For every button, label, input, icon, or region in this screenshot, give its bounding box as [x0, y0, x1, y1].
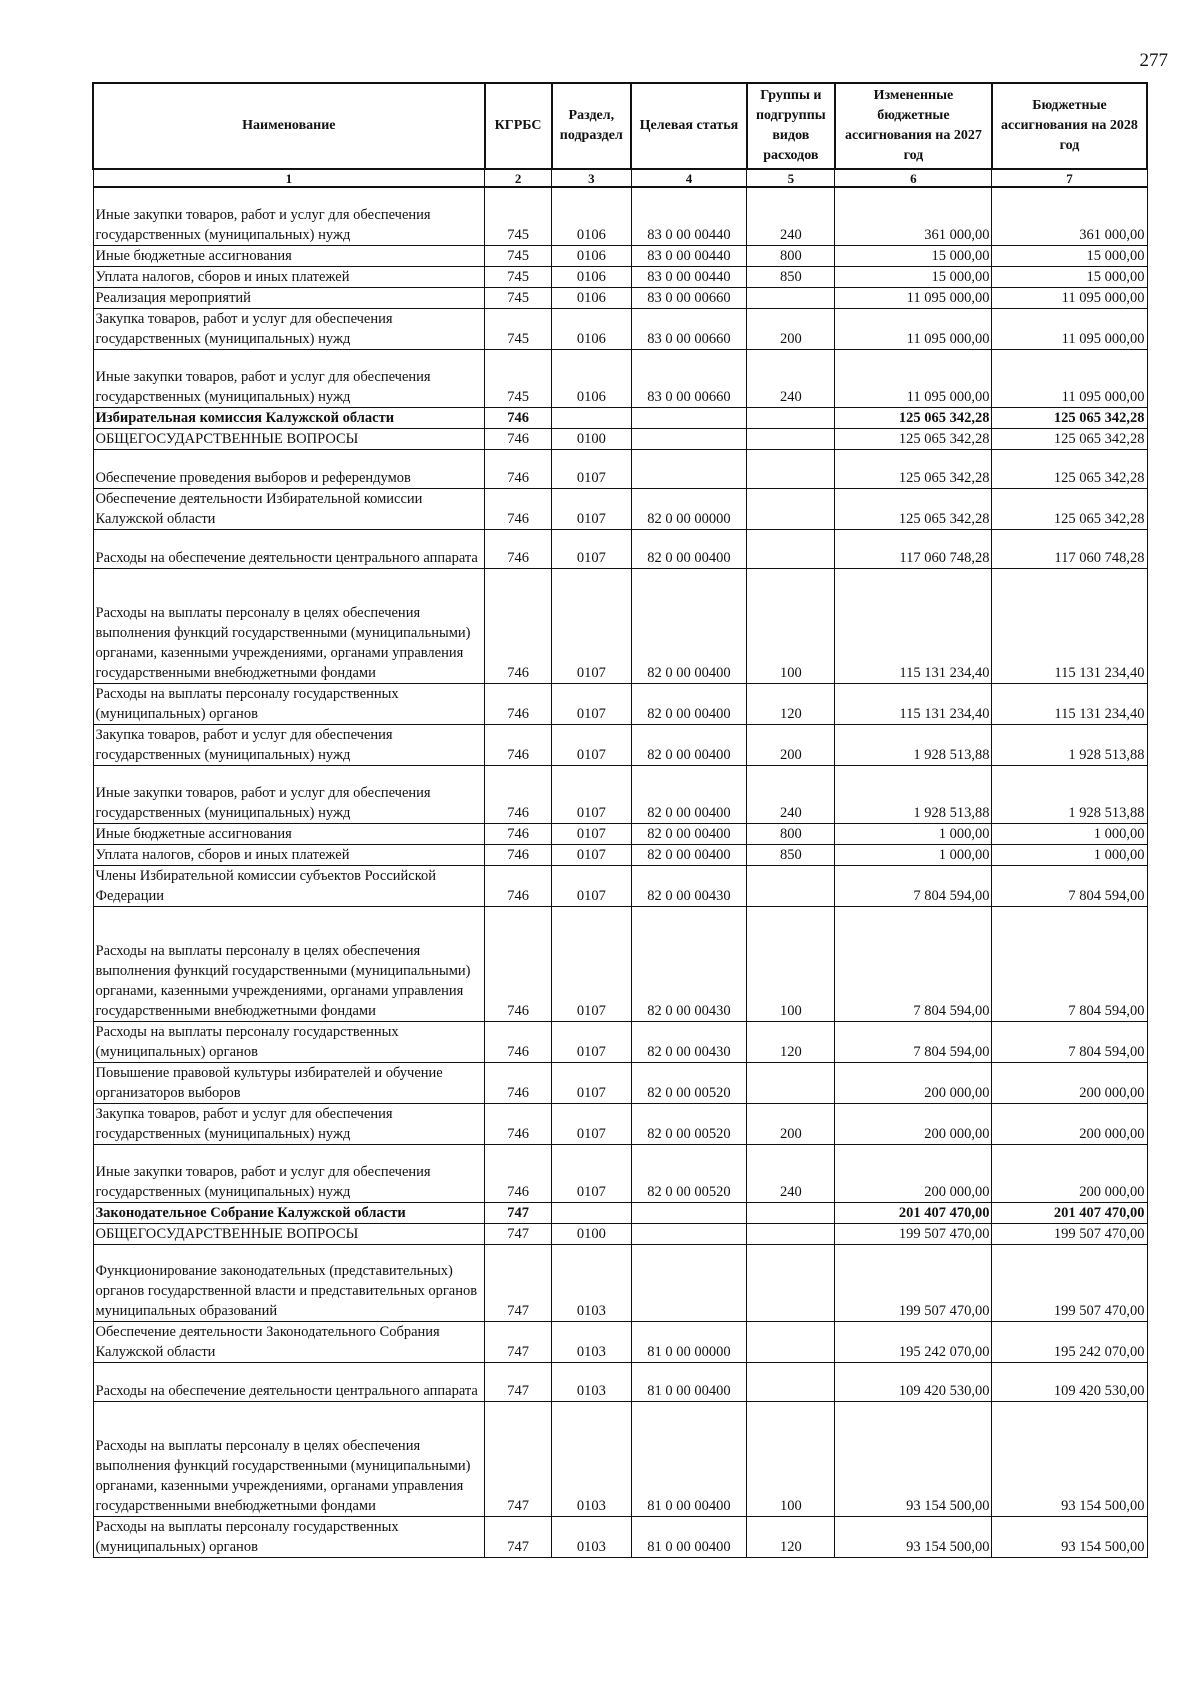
row-expense-type — [747, 288, 835, 309]
row-kgrbs: 746 — [485, 1022, 552, 1063]
table-row — [93, 569, 1147, 684]
row-section: 0107 — [552, 1104, 632, 1145]
row-section: 0100 — [552, 1224, 632, 1245]
column-header-2028: Бюджетные ассигнования на 2028 год — [992, 83, 1147, 169]
row-name: Законодательное Собрание Калужской области — [93, 1203, 485, 1224]
row-amount-2027: 115 131 234,40 — [835, 569, 992, 684]
table-row — [93, 1517, 1147, 1558]
table-row — [93, 1203, 1147, 1224]
table-row — [93, 408, 1147, 429]
row-target-article — [631, 450, 747, 489]
row-amount-2028: 200 000,00 — [992, 1063, 1147, 1104]
column-header-target-article: Целевая статья — [631, 83, 747, 169]
row-amount-2027: 195 242 070,00 — [835, 1322, 992, 1363]
row-amount-2028: 199 507 470,00 — [992, 1224, 1147, 1245]
row-expense-type — [747, 530, 835, 569]
table-row — [93, 489, 1147, 530]
table-row — [93, 1402, 1147, 1517]
row-amount-2028: 109 420 530,00 — [992, 1363, 1147, 1402]
row-name: Иные бюджетные ассигнования — [93, 824, 485, 845]
row-amount-2027: 7 804 594,00 — [835, 866, 992, 907]
row-expense-type: 850 — [747, 845, 835, 866]
row-expense-type: 800 — [747, 246, 835, 267]
row-target-article: 83 0 00 00660 — [631, 309, 747, 350]
row-kgrbs: 746 — [485, 1104, 552, 1145]
row-expense-type — [747, 429, 835, 450]
row-amount-2028: 201 407 470,00 — [992, 1203, 1147, 1224]
table-row — [93, 1063, 1147, 1104]
row-amount-2028: 117 060 748,28 — [992, 530, 1147, 569]
row-expense-type — [747, 1224, 835, 1245]
table-row — [93, 1104, 1147, 1145]
row-section: 0107 — [552, 450, 632, 489]
table-row — [93, 1145, 1147, 1203]
row-target-article: 83 0 00 00440 — [631, 267, 747, 288]
row-target-article: 82 0 00 00000 — [631, 489, 747, 530]
row-name: Закупка товаров, работ и услуг для обеспечения государственных (муниципальных) нужд — [93, 725, 485, 766]
table-body — [93, 187, 1147, 1558]
row-amount-2028: 125 065 342,28 — [992, 489, 1147, 530]
row-kgrbs: 746 — [485, 1063, 552, 1104]
row-name: Закупка товаров, работ и услуг для обеспечения государственных (муниципальных) нужд — [93, 1104, 485, 1145]
table-row — [93, 429, 1147, 450]
table-row — [93, 866, 1147, 907]
row-expense-type — [747, 1063, 835, 1104]
row-expense-type: 240 — [747, 1145, 835, 1203]
row-kgrbs: 747 — [485, 1245, 552, 1322]
row-expense-type — [747, 408, 835, 429]
row-expense-type: 100 — [747, 907, 835, 1022]
row-amount-2027: 199 507 470,00 — [835, 1245, 992, 1322]
row-name: Расходы на выплаты персоналу государственных (муниципальных) органов — [93, 1022, 485, 1063]
table-row — [93, 684, 1147, 725]
row-expense-type: 100 — [747, 1402, 835, 1517]
row-section: 0107 — [552, 489, 632, 530]
row-name: Обеспечение деятельности Законодательного Собрания Калужской области — [93, 1322, 485, 1363]
row-name: Иные закупки товаров, работ и услуг для обеспечения государственных (муниципальных) нужд — [93, 1145, 485, 1203]
row-section: 0107 — [552, 684, 632, 725]
row-name: Члены Избирательной комиссии субъектов Российской Федерации — [93, 866, 485, 907]
row-name: Реализация мероприятий — [93, 288, 485, 309]
row-section: 0106 — [552, 187, 632, 246]
column-header-name: Наименование — [93, 83, 485, 169]
row-amount-2027: 125 065 342,28 — [835, 489, 992, 530]
row-amount-2028: 115 131 234,40 — [992, 569, 1147, 684]
table-row — [93, 725, 1147, 766]
row-amount-2028: 125 065 342,28 — [992, 429, 1147, 450]
row-amount-2027: 115 131 234,40 — [835, 684, 992, 725]
row-name: Избирательная комиссия Калужской области — [93, 408, 485, 429]
row-amount-2028: 11 095 000,00 — [992, 288, 1147, 309]
table-row — [93, 824, 1147, 845]
row-kgrbs: 745 — [485, 350, 552, 408]
row-kgrbs: 747 — [485, 1322, 552, 1363]
row-kgrbs: 746 — [485, 489, 552, 530]
table-row — [93, 1322, 1147, 1363]
row-amount-2028: 11 095 000,00 — [992, 350, 1147, 408]
row-amount-2027: 1 928 513,88 — [835, 725, 992, 766]
row-kgrbs: 746 — [485, 684, 552, 725]
table-row — [93, 350, 1147, 408]
row-expense-type — [747, 1322, 835, 1363]
table-row — [93, 1363, 1147, 1402]
row-amount-2028: 7 804 594,00 — [992, 1022, 1147, 1063]
row-kgrbs: 746 — [485, 766, 552, 824]
row-amount-2027: 1 000,00 — [835, 845, 992, 866]
row-kgrbs: 746 — [485, 725, 552, 766]
row-target-article: 83 0 00 00660 — [631, 350, 747, 408]
row-name: Уплата налогов, сборов и иных платежей — [93, 845, 485, 866]
row-kgrbs: 745 — [485, 187, 552, 246]
row-amount-2027: 11 095 000,00 — [835, 309, 992, 350]
row-target-article: 82 0 00 00400 — [631, 569, 747, 684]
column-header-expense-type: Группы и подгруппы видов расходов — [747, 83, 835, 169]
row-kgrbs: 746 — [485, 1145, 552, 1203]
row-name: ОБЩЕГОСУДАРСТВЕННЫЕ ВОПРОСЫ — [93, 429, 485, 450]
row-name: Иные закупки товаров, работ и услуг для обеспечения государственных (муниципальных) нужд — [93, 766, 485, 824]
row-section: 0107 — [552, 1063, 632, 1104]
table-row — [93, 267, 1147, 288]
row-expense-type: 100 — [747, 569, 835, 684]
row-target-article: 83 0 00 00440 — [631, 246, 747, 267]
row-name: Повышение правовой культуры избирателей и обучение организаторов выборов — [93, 1063, 485, 1104]
row-expense-type: 800 — [747, 824, 835, 845]
column-number: 3 — [552, 169, 632, 187]
row-kgrbs: 746 — [485, 569, 552, 684]
row-amount-2028: 1 000,00 — [992, 845, 1147, 866]
row-kgrbs: 747 — [485, 1517, 552, 1558]
budget-table — [92, 82, 1148, 1558]
row-target-article: 83 0 00 00660 — [631, 288, 747, 309]
row-kgrbs: 745 — [485, 309, 552, 350]
row-section: 0103 — [552, 1402, 632, 1517]
row-kgrbs: 746 — [485, 866, 552, 907]
row-amount-2027: 11 095 000,00 — [835, 288, 992, 309]
row-kgrbs: 747 — [485, 1402, 552, 1517]
column-number: 4 — [631, 169, 747, 187]
row-amount-2027: 7 804 594,00 — [835, 1022, 992, 1063]
row-name: Расходы на обеспечение деятельности центрального аппарата — [93, 530, 485, 569]
row-expense-type: 120 — [747, 684, 835, 725]
row-section: 0107 — [552, 824, 632, 845]
table-row — [93, 450, 1147, 489]
row-name: Иные бюджетные ассигнования — [93, 246, 485, 267]
row-amount-2027: 93 154 500,00 — [835, 1402, 992, 1517]
row-expense-type: 200 — [747, 309, 835, 350]
row-target-article: 81 0 00 00400 — [631, 1517, 747, 1558]
row-amount-2027: 201 407 470,00 — [835, 1203, 992, 1224]
row-amount-2028: 7 804 594,00 — [992, 866, 1147, 907]
row-target-article — [631, 408, 747, 429]
row-expense-type — [747, 450, 835, 489]
table-row — [93, 246, 1147, 267]
row-kgrbs: 747 — [485, 1363, 552, 1402]
row-kgrbs: 746 — [485, 429, 552, 450]
row-target-article: 82 0 00 00520 — [631, 1063, 747, 1104]
row-section: 0106 — [552, 309, 632, 350]
row-amount-2027: 125 065 342,28 — [835, 450, 992, 489]
row-expense-type: 240 — [747, 187, 835, 246]
column-header-2027: Измененные бюджетные ассигнования на 2027 год — [835, 83, 992, 169]
column-number: 6 — [835, 169, 992, 187]
row-amount-2027: 125 065 342,28 — [835, 408, 992, 429]
table-row — [93, 845, 1147, 866]
row-section: 0106 — [552, 267, 632, 288]
row-section: 0107 — [552, 725, 632, 766]
row-amount-2028: 1 928 513,88 — [992, 725, 1147, 766]
row-amount-2028: 11 095 000,00 — [992, 309, 1147, 350]
row-target-article — [631, 1203, 747, 1224]
row-kgrbs: 746 — [485, 824, 552, 845]
row-target-article: 82 0 00 00520 — [631, 1104, 747, 1145]
row-section: 0107 — [552, 866, 632, 907]
row-section: 0107 — [552, 569, 632, 684]
row-target-article: 82 0 00 00400 — [631, 845, 747, 866]
row-expense-type: 120 — [747, 1022, 835, 1063]
row-amount-2027: 200 000,00 — [835, 1145, 992, 1203]
row-kgrbs: 745 — [485, 246, 552, 267]
row-name: Расходы на выплаты персоналу государственных (муниципальных) органов — [93, 1517, 485, 1558]
row-amount-2027: 200 000,00 — [835, 1104, 992, 1145]
row-name: Расходы на выплаты персоналу в целях обеспечения выполнения функций государственными (муниципальными) органами, казенными учреждениями, органами управления государственными внебюджетными фондами — [93, 907, 485, 1022]
row-expense-type — [747, 866, 835, 907]
row-kgrbs: 746 — [485, 450, 552, 489]
row-section: 0106 — [552, 246, 632, 267]
row-name: Расходы на выплаты персоналу государственных (муниципальных) органов — [93, 684, 485, 725]
table-row — [93, 766, 1147, 824]
table-row — [93, 309, 1147, 350]
row-target-article — [631, 429, 747, 450]
row-amount-2027: 11 095 000,00 — [835, 350, 992, 408]
row-amount-2028: 115 131 234,40 — [992, 684, 1147, 725]
row-section: 0103 — [552, 1363, 632, 1402]
row-target-article: 82 0 00 00520 — [631, 1145, 747, 1203]
row-amount-2027: 109 420 530,00 — [835, 1363, 992, 1402]
row-name: Функционирование законодательных (представительных) органов государственной власти и представительных органов муниципальных образований — [93, 1245, 485, 1322]
row-kgrbs: 746 — [485, 907, 552, 1022]
table-row — [93, 1022, 1147, 1063]
column-number: 5 — [747, 169, 835, 187]
row-section: 0107 — [552, 1022, 632, 1063]
table-row — [93, 1245, 1147, 1322]
row-section: 0106 — [552, 350, 632, 408]
row-amount-2028: 93 154 500,00 — [992, 1402, 1147, 1517]
row-name: Закупка товаров, работ и услуг для обеспечения государственных (муниципальных) нужд — [93, 309, 485, 350]
row-amount-2027: 200 000,00 — [835, 1063, 992, 1104]
row-amount-2028: 361 000,00 — [992, 187, 1147, 246]
row-expense-type — [747, 1363, 835, 1402]
table-row — [93, 288, 1147, 309]
row-expense-type: 240 — [747, 766, 835, 824]
row-section — [552, 1203, 632, 1224]
column-number: 7 — [992, 169, 1147, 187]
row-expense-type: 240 — [747, 350, 835, 408]
row-target-article: 83 0 00 00440 — [631, 187, 747, 246]
row-amount-2028: 200 000,00 — [992, 1104, 1147, 1145]
row-section: 0103 — [552, 1245, 632, 1322]
row-target-article — [631, 1245, 747, 1322]
column-number: 2 — [485, 169, 552, 187]
row-amount-2027: 1 000,00 — [835, 824, 992, 845]
row-name: Расходы на выплаты персоналу в целях обеспечения выполнения функций государственными (муниципальными) органами, казенными учреждениями, органами управления государственными внебюджетными фондами — [93, 569, 485, 684]
row-amount-2027: 1 928 513,88 — [835, 766, 992, 824]
page-number: 277 — [1139, 50, 1168, 71]
row-section: 0100 — [552, 429, 632, 450]
row-target-article: 82 0 00 00430 — [631, 907, 747, 1022]
row-amount-2028: 15 000,00 — [992, 267, 1147, 288]
row-amount-2028: 1 000,00 — [992, 824, 1147, 845]
column-header-section: Раздел, подраздел — [552, 83, 632, 169]
row-target-article: 82 0 00 00400 — [631, 824, 747, 845]
row-amount-2028: 125 065 342,28 — [992, 408, 1147, 429]
row-target-article: 81 0 00 00400 — [631, 1363, 747, 1402]
column-number: 1 — [93, 169, 485, 187]
row-amount-2027: 117 060 748,28 — [835, 530, 992, 569]
row-amount-2027: 15 000,00 — [835, 246, 992, 267]
row-target-article: 82 0 00 00400 — [631, 684, 747, 725]
row-kgrbs: 746 — [485, 530, 552, 569]
row-target-article: 82 0 00 00400 — [631, 725, 747, 766]
row-section: 0107 — [552, 907, 632, 1022]
row-expense-type: 200 — [747, 725, 835, 766]
row-name: ОБЩЕГОСУДАРСТВЕННЫЕ ВОПРОСЫ — [93, 1224, 485, 1245]
row-amount-2028: 200 000,00 — [992, 1145, 1147, 1203]
row-section: 0107 — [552, 845, 632, 866]
row-section: 0103 — [552, 1322, 632, 1363]
row-name: Иные закупки товаров, работ и услуг для обеспечения государственных (муниципальных) нужд — [93, 187, 485, 246]
row-amount-2028: 199 507 470,00 — [992, 1245, 1147, 1322]
row-amount-2027: 199 507 470,00 — [835, 1224, 992, 1245]
row-expense-type — [747, 1245, 835, 1322]
row-amount-2027: 15 000,00 — [835, 267, 992, 288]
table-row — [93, 530, 1147, 569]
row-name: Расходы на обеспечение деятельности центрального аппарата — [93, 1363, 485, 1402]
row-name: Обеспечение проведения выборов и референдумов — [93, 450, 485, 489]
row-amount-2028: 125 065 342,28 — [992, 450, 1147, 489]
row-name: Расходы на выплаты персоналу в целях обеспечения выполнения функций государственными (муниципальными) органами, казенными учреждениями, органами управления государственными внебюджетными фондами — [93, 1402, 485, 1517]
row-expense-type: 200 — [747, 1104, 835, 1145]
row-section — [552, 408, 632, 429]
row-amount-2027: 361 000,00 — [835, 187, 992, 246]
row-amount-2028: 7 804 594,00 — [992, 907, 1147, 1022]
table-row — [93, 1224, 1147, 1245]
row-expense-type: 120 — [747, 1517, 835, 1558]
table-header-row — [93, 83, 1147, 169]
row-target-article: 82 0 00 00430 — [631, 866, 747, 907]
row-kgrbs: 746 — [485, 408, 552, 429]
column-header-kgrbs: КГРБС — [485, 83, 552, 169]
row-name: Обеспечение деятельности Избирательной комиссии Калужской области — [93, 489, 485, 530]
table-row — [93, 187, 1147, 246]
row-name: Иные закупки товаров, работ и услуг для обеспечения государственных (муниципальных) нужд — [93, 350, 485, 408]
row-kgrbs: 745 — [485, 288, 552, 309]
row-amount-2027: 125 065 342,28 — [835, 429, 992, 450]
row-name: Уплата налогов, сборов и иных платежей — [93, 267, 485, 288]
table-row — [93, 907, 1147, 1022]
row-target-article: 82 0 00 00430 — [631, 1022, 747, 1063]
row-target-article — [631, 1224, 747, 1245]
row-target-article: 81 0 00 00000 — [631, 1322, 747, 1363]
row-amount-2027: 93 154 500,00 — [835, 1517, 992, 1558]
row-amount-2027: 7 804 594,00 — [835, 907, 992, 1022]
row-kgrbs: 746 — [485, 845, 552, 866]
row-section: 0103 — [552, 1517, 632, 1558]
row-amount-2028: 195 242 070,00 — [992, 1322, 1147, 1363]
row-target-article: 82 0 00 00400 — [631, 766, 747, 824]
row-target-article: 82 0 00 00400 — [631, 530, 747, 569]
row-section: 0107 — [552, 530, 632, 569]
row-amount-2028: 1 928 513,88 — [992, 766, 1147, 824]
row-target-article: 81 0 00 00400 — [631, 1402, 747, 1517]
row-expense-type — [747, 489, 835, 530]
row-section: 0106 — [552, 288, 632, 309]
row-kgrbs: 747 — [485, 1224, 552, 1245]
row-amount-2028: 15 000,00 — [992, 246, 1147, 267]
column-number-row — [93, 169, 1147, 187]
row-expense-type: 850 — [747, 267, 835, 288]
row-amount-2028: 93 154 500,00 — [992, 1517, 1147, 1558]
row-expense-type — [747, 1203, 835, 1224]
row-kgrbs: 747 — [485, 1203, 552, 1224]
row-section: 0107 — [552, 766, 632, 824]
row-kgrbs: 745 — [485, 267, 552, 288]
row-section: 0107 — [552, 1145, 632, 1203]
